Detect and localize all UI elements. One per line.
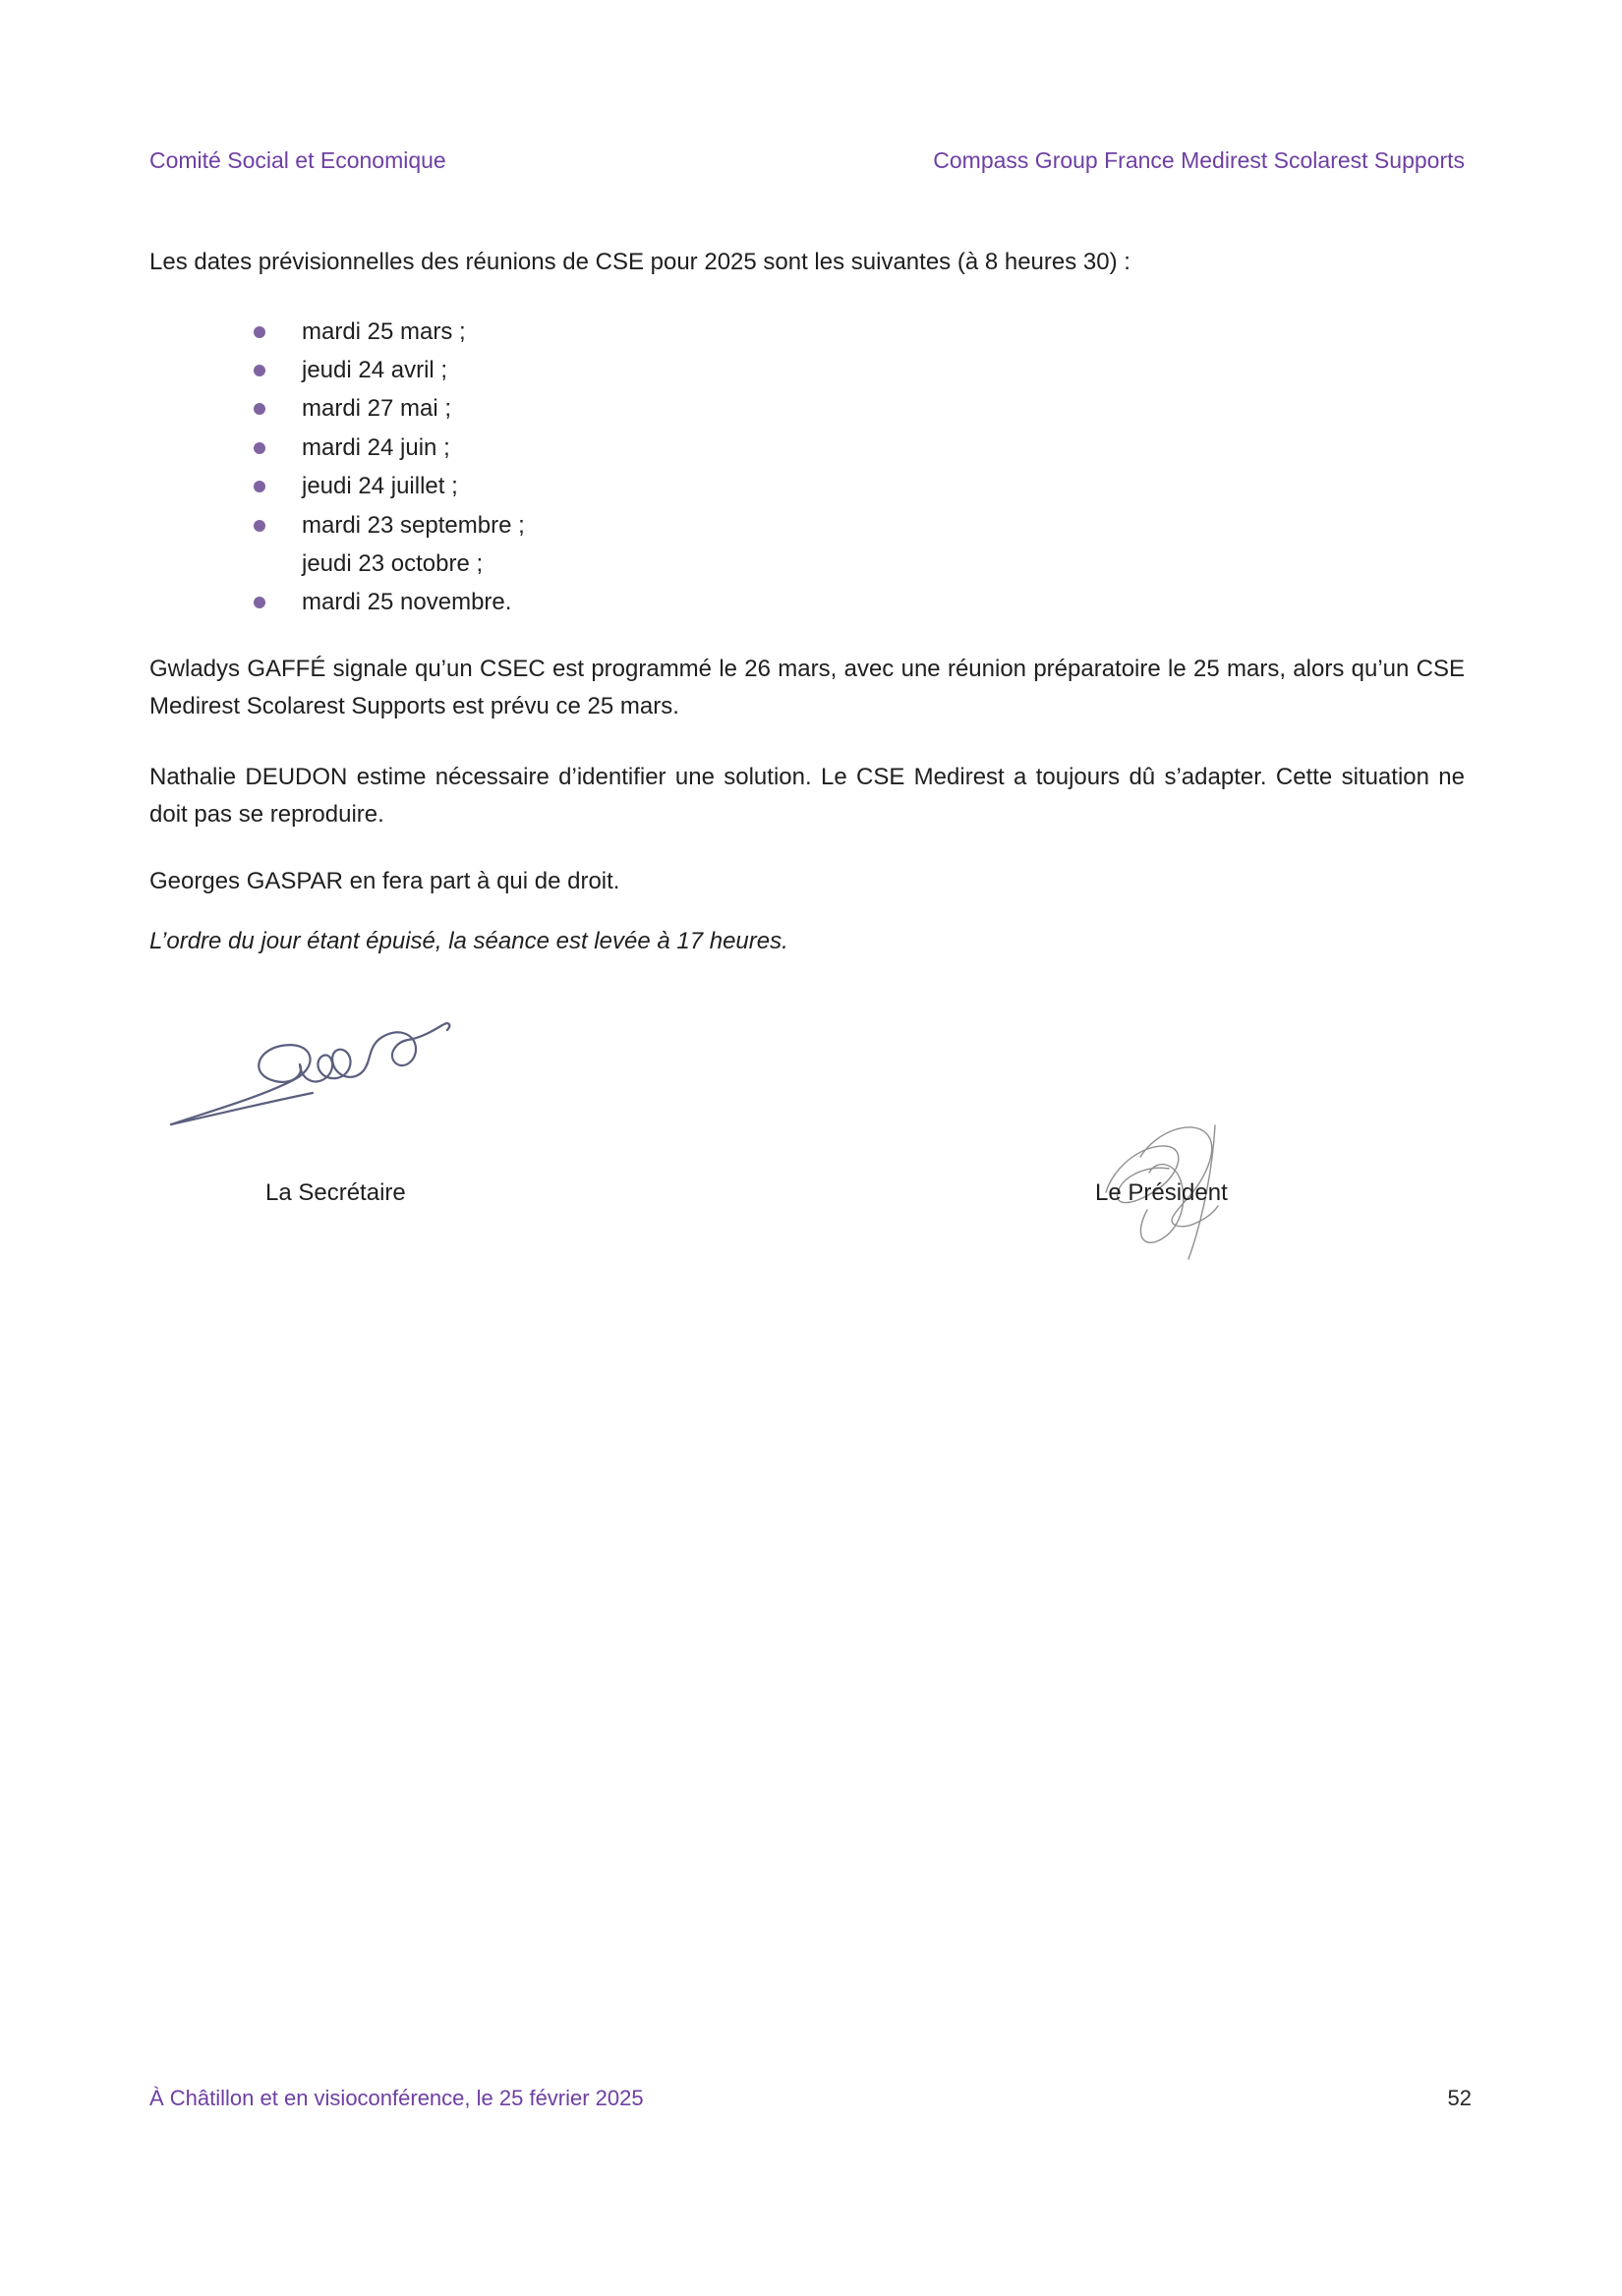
meeting-date-text: jeudi 23 octobre ; (302, 550, 484, 578)
meeting-date-item (149, 429, 1465, 467)
meeting-date-item (149, 584, 1465, 622)
bullet-icon (254, 365, 265, 376)
meeting-dates-list (149, 313, 1465, 622)
meeting-date-item (149, 390, 1465, 429)
paragraph-gwladys-gaffe: Gwladys GAFFÉ signale qu’un CSEC est programmé le 26 mars, avec une réunion préparatoire le 25 mars, alors qu’un CSE Medirest Scolarest Supports est prévu ce 25 mars. (149, 656, 1465, 719)
secretary-signature (165, 1003, 460, 1140)
footer-page-number: 52 (1447, 2086, 1472, 2110)
meeting-date-text: jeudi 24 avril ; (302, 357, 448, 384)
bullet-icon (254, 481, 265, 492)
meeting-date-text: mardi 23 septembre ; (302, 511, 525, 539)
paragraph-nathalie-deudon: Nathalie DEUDON estime nécessaire d’identifier une solution. Le CSE Medirest a toujours dû s’adapter. Cette situation ne doit pas se reproduire. (149, 764, 1465, 828)
page-footer (149, 2086, 1472, 2111)
meeting-date-item (149, 351, 1465, 389)
meeting-date-text: mardi 27 mai ; (302, 395, 452, 423)
meeting-date-text: mardi 25 novembre. (302, 589, 512, 616)
bullet-icon (254, 326, 265, 338)
closing-statement: L’ordre du jour étant épuisé, la séance est levée à 17 heures. (149, 928, 788, 954)
meeting-date-text: mardi 25 mars ; (302, 317, 466, 345)
president-label: Le Président (1095, 1179, 1228, 1206)
bullet-icon (254, 403, 265, 415)
page-header (149, 147, 1465, 174)
meeting-date-item (149, 468, 1465, 506)
meeting-date-item (149, 545, 1465, 583)
meeting-date-item (149, 506, 1465, 545)
intro-paragraph: Les dates prévisionnelles des réunions de CSE pour 2025 sont les suivantes (à 8 heures 30) : (149, 249, 1130, 275)
header-left-title: Comité Social et Economique (149, 147, 446, 173)
meeting-date-text: jeudi 24 juillet ; (302, 473, 458, 500)
bullet-icon (254, 520, 265, 532)
bullet-icon (254, 597, 265, 608)
meeting-date-text: mardi 24 juin ; (302, 433, 450, 461)
header-right-title: Compass Group France Medirest Scolarest Supports (933, 147, 1465, 173)
bullet-icon (254, 442, 265, 454)
secretary-label: La Secrétaire (265, 1179, 406, 1206)
footer-place-date: À Châtillon et en visioconférence, le 25 février 2025 (149, 2086, 644, 2110)
paragraph-georges-gaspar: Georges GASPAR en fera part à qui de droit. (149, 868, 620, 894)
meeting-date-item (149, 313, 1465, 351)
